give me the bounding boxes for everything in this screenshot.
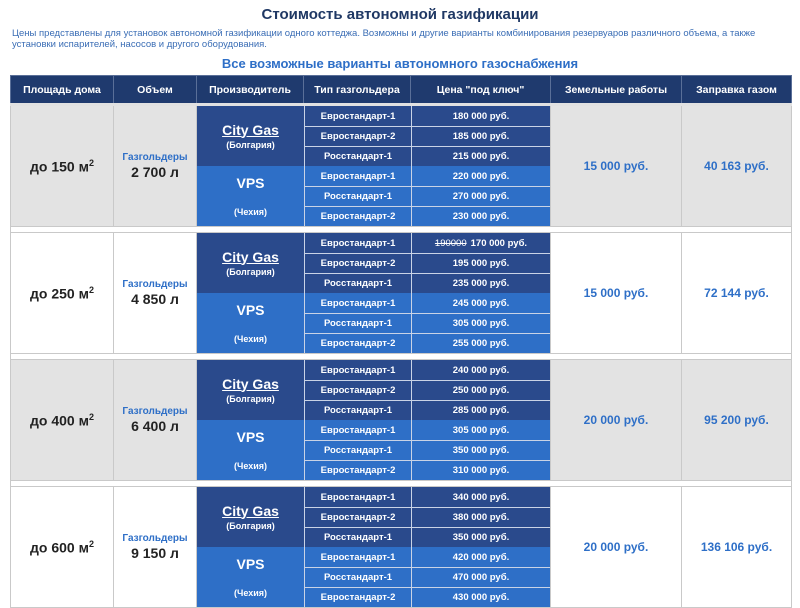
manufacturer-name: VPS bbox=[236, 174, 265, 191]
tank-option-row bbox=[304, 380, 550, 400]
manufacturer-country: (Чехия) bbox=[234, 206, 267, 217]
volume-label: Газгольдеры bbox=[122, 279, 188, 290]
table-row bbox=[11, 360, 792, 481]
manufacturer-country: (Болгария) bbox=[226, 393, 275, 404]
page-title: Стоимость автономной газификации bbox=[261, 6, 539, 23]
price-value: 305 000 руб. bbox=[452, 424, 510, 436]
table-subtitle: Все возможные варианты автономного газоснабжения bbox=[221, 56, 579, 71]
tank-option-row bbox=[304, 420, 550, 440]
tank-option-row bbox=[304, 206, 550, 226]
turnkey-price bbox=[411, 127, 550, 146]
volume-value: 6 400 л bbox=[131, 418, 179, 434]
tank-type: Евростандарт-2 bbox=[304, 588, 411, 607]
area-value: до 400 м bbox=[30, 412, 89, 429]
volume-label: Газгольдеры bbox=[122, 152, 188, 163]
manufacturer-block-city bbox=[197, 360, 550, 420]
earthworks-cell: 20 000 руб. bbox=[551, 487, 682, 608]
tank-type: Евростандарт-2 bbox=[304, 254, 411, 273]
price-value: 180 000 руб. bbox=[452, 110, 510, 122]
tank-type: Евростандарт-1 bbox=[304, 547, 411, 567]
header-price: Цена "под ключ" bbox=[411, 76, 551, 105]
tank-options bbox=[304, 487, 550, 547]
volume-cell bbox=[114, 233, 197, 354]
turnkey-price bbox=[411, 314, 550, 333]
tank-option-row bbox=[304, 146, 550, 166]
tank-option-row bbox=[304, 313, 550, 333]
manufacturer-block-vps bbox=[197, 420, 550, 480]
manufacturer-cell bbox=[197, 420, 304, 480]
refuel-cell: 95 200 руб. bbox=[682, 360, 792, 481]
area-cell bbox=[11, 233, 114, 354]
tank-option-row bbox=[304, 440, 550, 460]
tank-type: Евростандарт-1 bbox=[304, 293, 411, 313]
tank-options bbox=[304, 106, 550, 166]
options-cell bbox=[197, 360, 551, 481]
tank-option-row bbox=[304, 273, 550, 293]
header-refuel: Заправка газом bbox=[682, 76, 792, 105]
tank-type: Евростандарт-2 bbox=[304, 461, 411, 480]
earthworks-cell: 20 000 руб. bbox=[551, 360, 682, 481]
options-cell bbox=[197, 487, 551, 608]
area-cell bbox=[11, 360, 114, 481]
area-cell bbox=[11, 105, 114, 227]
tank-type: Росстандарт-1 bbox=[304, 187, 411, 206]
price-value: 245 000 руб. bbox=[452, 297, 510, 309]
manufacturer-cell bbox=[197, 233, 304, 293]
price-value: 420 000 руб. bbox=[452, 551, 510, 563]
tank-option-row bbox=[304, 166, 550, 186]
turnkey-price bbox=[411, 106, 550, 126]
price-value: 310 000 руб. bbox=[452, 465, 510, 476]
price-value: 270 000 руб. bbox=[452, 191, 510, 202]
price-value: 350 000 руб. bbox=[452, 532, 510, 543]
turnkey-price bbox=[411, 147, 550, 166]
header-tank-type: Тип газгольдера bbox=[304, 76, 411, 105]
volume-cell bbox=[114, 360, 197, 481]
area-unit-exponent: 2 bbox=[88, 157, 94, 168]
price-value: 215 000 руб. bbox=[452, 151, 510, 162]
manufacturer-name[interactable]: City Gas bbox=[222, 248, 279, 265]
price-value: 340 000 руб. bbox=[452, 491, 510, 503]
turnkey-price bbox=[411, 293, 550, 313]
manufacturer-name: VPS bbox=[236, 428, 265, 445]
tank-type: Евростандарт-1 bbox=[304, 487, 411, 507]
turnkey-price bbox=[411, 381, 550, 400]
turnkey-price bbox=[411, 233, 550, 253]
price-value: 195 000 руб. bbox=[452, 258, 510, 269]
manufacturer-cell bbox=[197, 547, 304, 607]
turnkey-price bbox=[411, 207, 550, 226]
table-row bbox=[11, 105, 792, 227]
turnkey-price bbox=[411, 401, 550, 420]
tank-option-row bbox=[304, 360, 550, 380]
price-value: 235 000 руб. bbox=[452, 278, 510, 289]
manufacturer-cell bbox=[197, 360, 304, 420]
tank-type: Росстандарт-1 bbox=[304, 441, 411, 460]
manufacturer-cell bbox=[197, 106, 304, 166]
manufacturer-name[interactable]: City Gas bbox=[222, 502, 279, 519]
volume-cell bbox=[114, 105, 197, 227]
header-manufacturer: Производитель bbox=[197, 76, 304, 105]
tank-type: Росстандарт-1 bbox=[304, 528, 411, 547]
manufacturer-block-vps bbox=[197, 166, 550, 226]
manufacturer-cell bbox=[197, 166, 304, 226]
tank-option-row bbox=[304, 487, 550, 507]
price-value: 305 000 руб. bbox=[452, 318, 510, 329]
turnkey-price bbox=[411, 508, 550, 527]
options-cell bbox=[197, 233, 551, 354]
table-row bbox=[11, 233, 792, 354]
turnkey-price bbox=[411, 568, 550, 587]
manufacturer-block-vps bbox=[197, 547, 550, 607]
turnkey-price bbox=[411, 461, 550, 480]
tank-option-row bbox=[304, 527, 550, 547]
manufacturer-block-city bbox=[197, 106, 550, 166]
turnkey-price bbox=[411, 528, 550, 547]
tank-option-row bbox=[304, 233, 550, 253]
tank-type: Евростандарт-1 bbox=[304, 360, 411, 380]
table-header-row bbox=[11, 76, 792, 105]
turnkey-price bbox=[411, 441, 550, 460]
tank-type: Евростандарт-2 bbox=[304, 508, 411, 527]
tank-option-row bbox=[304, 126, 550, 146]
tank-type: Евростандарт-2 bbox=[304, 207, 411, 226]
tank-option-row bbox=[304, 186, 550, 206]
manufacturer-country: (Чехия) bbox=[234, 587, 267, 598]
tank-type: Евростандарт-2 bbox=[304, 334, 411, 353]
price-value: 185 000 руб. bbox=[452, 131, 510, 142]
price-value: 240 000 руб. bbox=[452, 364, 510, 376]
tank-option-row bbox=[304, 460, 550, 480]
price-value: 470 000 руб. bbox=[452, 572, 510, 583]
old-price: 190000 bbox=[434, 237, 467, 249]
tank-option-row bbox=[304, 293, 550, 313]
volume-value: 9 150 л bbox=[131, 545, 179, 561]
refuel-cell: 40 163 руб. bbox=[682, 105, 792, 227]
manufacturer-name: VPS bbox=[236, 301, 265, 318]
turnkey-price bbox=[411, 487, 550, 507]
turnkey-price bbox=[411, 547, 550, 567]
header-area: Площадь дома bbox=[11, 76, 114, 105]
volume-value: 2 700 л bbox=[131, 164, 179, 180]
tank-option-row bbox=[304, 567, 550, 587]
area-unit-exponent: 2 bbox=[88, 538, 94, 549]
manufacturer-country: (Чехия) bbox=[234, 460, 267, 471]
tank-type: Евростандарт-1 bbox=[304, 420, 411, 440]
price-value: 230 000 руб. bbox=[452, 211, 510, 222]
turnkey-price bbox=[411, 360, 550, 380]
area-value: до 250 м bbox=[30, 285, 89, 302]
tank-option-row bbox=[304, 507, 550, 527]
area-cell bbox=[11, 487, 114, 608]
manufacturer-cell bbox=[197, 487, 304, 547]
options-cell bbox=[197, 105, 551, 227]
area-unit-exponent: 2 bbox=[88, 411, 94, 422]
earthworks-cell: 15 000 руб. bbox=[551, 233, 682, 354]
manufacturer-name: VPS bbox=[236, 555, 265, 572]
manufacturer-country: (Чехия) bbox=[234, 333, 267, 344]
manufacturer-block-city bbox=[197, 487, 550, 547]
volume-cell bbox=[114, 487, 197, 608]
price-value: 170 000 руб. bbox=[470, 237, 528, 249]
tank-option-row bbox=[304, 333, 550, 353]
tank-option-row bbox=[304, 587, 550, 607]
turnkey-price bbox=[411, 588, 550, 607]
tank-option-row bbox=[304, 547, 550, 567]
price-value: 255 000 руб. bbox=[452, 338, 510, 349]
area-unit-exponent: 2 bbox=[88, 284, 94, 295]
tank-type: Росстандарт-1 bbox=[304, 147, 411, 166]
tank-option-row bbox=[304, 253, 550, 273]
manufacturer-block-city bbox=[197, 233, 550, 293]
turnkey-price bbox=[411, 334, 550, 353]
tank-type: Росстандарт-1 bbox=[304, 314, 411, 333]
volume-label: Газгольдеры bbox=[122, 406, 188, 417]
tank-option-row bbox=[304, 106, 550, 126]
price-value: 350 000 руб. bbox=[452, 445, 510, 456]
price-value: 285 000 руб. bbox=[452, 405, 510, 416]
volume-value: 4 850 л bbox=[131, 291, 179, 307]
tank-type: Росстандарт-1 bbox=[304, 274, 411, 293]
tank-type: Евростандарт-1 bbox=[304, 166, 411, 186]
tank-options bbox=[304, 420, 550, 480]
tank-type: Евростандарт-2 bbox=[304, 127, 411, 146]
area-value: до 150 м bbox=[30, 158, 89, 175]
price-value: 380 000 руб. bbox=[452, 512, 510, 523]
header-volume: Объем bbox=[114, 76, 197, 105]
table-row bbox=[11, 487, 792, 608]
header-earthworks: Земельные работы bbox=[551, 76, 682, 105]
refuel-cell: 72 144 руб. bbox=[682, 233, 792, 354]
manufacturer-country: (Болгария) bbox=[226, 266, 275, 277]
area-value: до 600 м bbox=[30, 539, 89, 556]
tank-type: Росстандарт-1 bbox=[304, 568, 411, 587]
manufacturer-name[interactable]: City Gas bbox=[222, 375, 279, 392]
tank-options bbox=[304, 360, 550, 420]
manufacturer-name[interactable]: City Gas bbox=[222, 121, 279, 138]
tank-type: Евростандарт-1 bbox=[304, 233, 411, 253]
volume-label: Газгольдеры bbox=[122, 533, 188, 544]
price-value: 430 000 руб. bbox=[452, 592, 510, 603]
tank-options bbox=[304, 233, 550, 293]
turnkey-price bbox=[411, 274, 550, 293]
price-table bbox=[10, 75, 792, 608]
manufacturer-block-vps bbox=[197, 293, 550, 353]
tank-options bbox=[304, 547, 550, 607]
turnkey-price bbox=[411, 166, 550, 186]
tank-type: Евростандарт-2 bbox=[304, 381, 411, 400]
tank-options bbox=[304, 166, 550, 226]
tank-type: Евростандарт-1 bbox=[304, 106, 411, 126]
tank-type: Росстандарт-1 bbox=[304, 401, 411, 420]
turnkey-price bbox=[411, 254, 550, 273]
manufacturer-country: (Болгария) bbox=[226, 520, 275, 531]
tank-options bbox=[304, 293, 550, 353]
refuel-cell: 136 106 руб. bbox=[682, 487, 792, 608]
price-value: 220 000 руб. bbox=[452, 170, 510, 182]
page-description: Цены представлены для установок автономной газификации одного коттеджа. Возможны и другие варианты комбинирования резервуаров различного объема, а также установки испарителей, насосов и другого оборудования. bbox=[12, 28, 756, 50]
turnkey-price bbox=[411, 187, 550, 206]
earthworks-cell: 15 000 руб. bbox=[551, 105, 682, 227]
manufacturer-cell bbox=[197, 293, 304, 353]
tank-option-row bbox=[304, 400, 550, 420]
price-value: 250 000 руб. bbox=[452, 385, 510, 396]
manufacturer-country: (Болгария) bbox=[226, 139, 275, 150]
turnkey-price bbox=[411, 420, 550, 440]
